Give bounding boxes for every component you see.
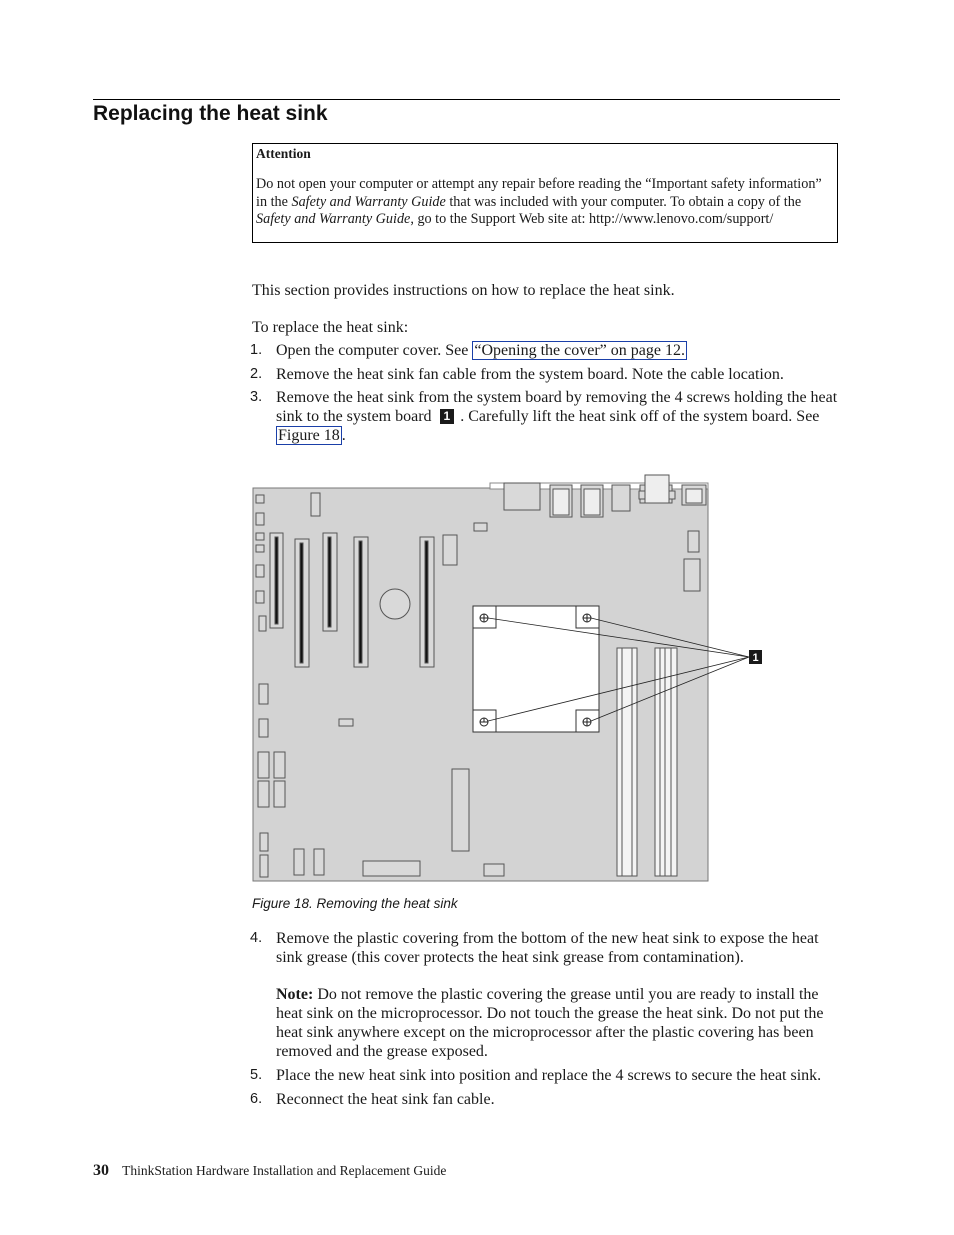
step-3: 3. Remove the heat sink from the system board by removing the 4 screws holding the heat sink to the system board 1 . Carefully lift the heat sink off of the system board. See Figure 18 .	[250, 389, 838, 444]
step-number: 3.	[250, 389, 263, 405]
steps-list-b	[250, 929, 840, 1109]
attention-text: Do not open your computer or attempt any repair before reading the “Important safety information” in the Safety and Warranty Guide that was included with your computer. To obtain a copy of the Safety and Warranty Guide, go to the Support Web site at: http://www.lenovo.com/support/	[256, 176, 822, 227]
heading-rule	[93, 99, 840, 100]
note: Note: Do not remove the plastic covering the grease until you are ready to install the heat sink on the microprocessor. Do not touch the grease the heat sink. Do not put the heat sink anywhere except on the microprocessor after the plastic covering has been removed and the grease exposed.	[276, 986, 824, 1060]
callout-badge: 1	[440, 409, 455, 424]
system-board-figure	[252, 473, 759, 883]
note-label: Note:	[276, 986, 314, 1003]
page-number: 30	[93, 1162, 109, 1179]
step-4: 4. Remove the plastic covering from the bottom of the new heat sink to expose the heat sink grease (this cover protects the heat sink grease from contamination). Note: Do not remove the plastic covering the grease until you are ready to install the heat sink on the microprocessor. Do not touch the grease the heat sink. Do not put the heat sink anywhere except on the microprocessor after the plastic covering has been removed and the grease exposed.	[250, 929, 840, 1061]
attention-title: Attention	[256, 146, 311, 161]
step-number: 5.	[250, 1067, 263, 1083]
book-title: ThinkStation Hardware Installation and Replacement Guide	[122, 1163, 447, 1178]
intro-paragraph: This section provides instructions on how to replace the heat sink.	[252, 282, 675, 299]
step-6: 6. Reconnect the heat sink fan cable.	[250, 1091, 495, 1108]
step-number: 1.	[250, 342, 263, 358]
steps-lead: To replace the heat sink:	[252, 319, 409, 336]
step-number: 2.	[250, 366, 263, 382]
figure-caption: Figure 18. Removing the heat sink	[252, 896, 458, 911]
step-1: 1. Open the computer cover. See “Opening the cover” on page 12.	[250, 342, 685, 359]
steps-list-a	[250, 341, 840, 445]
step-2: 2. Remove the heat sink fan cable from the system board. Note the cable location.	[250, 366, 784, 383]
page-title: Replacing the heat sink	[93, 102, 328, 125]
link-figure-18[interactable]: Figure 18	[278, 427, 340, 444]
step-5: 5. Place the new heat sink into position and replace the 4 screws to secure the heat sink.	[250, 1067, 822, 1084]
link-opening-the-cover[interactable]: “Opening the cover” on page 12.	[474, 342, 685, 359]
step-number: 6.	[250, 1091, 263, 1107]
attention-box	[252, 143, 838, 243]
step-number: 4.	[250, 930, 263, 946]
page-footer	[93, 1162, 446, 1180]
figure-callout-label: 1	[752, 652, 759, 664]
